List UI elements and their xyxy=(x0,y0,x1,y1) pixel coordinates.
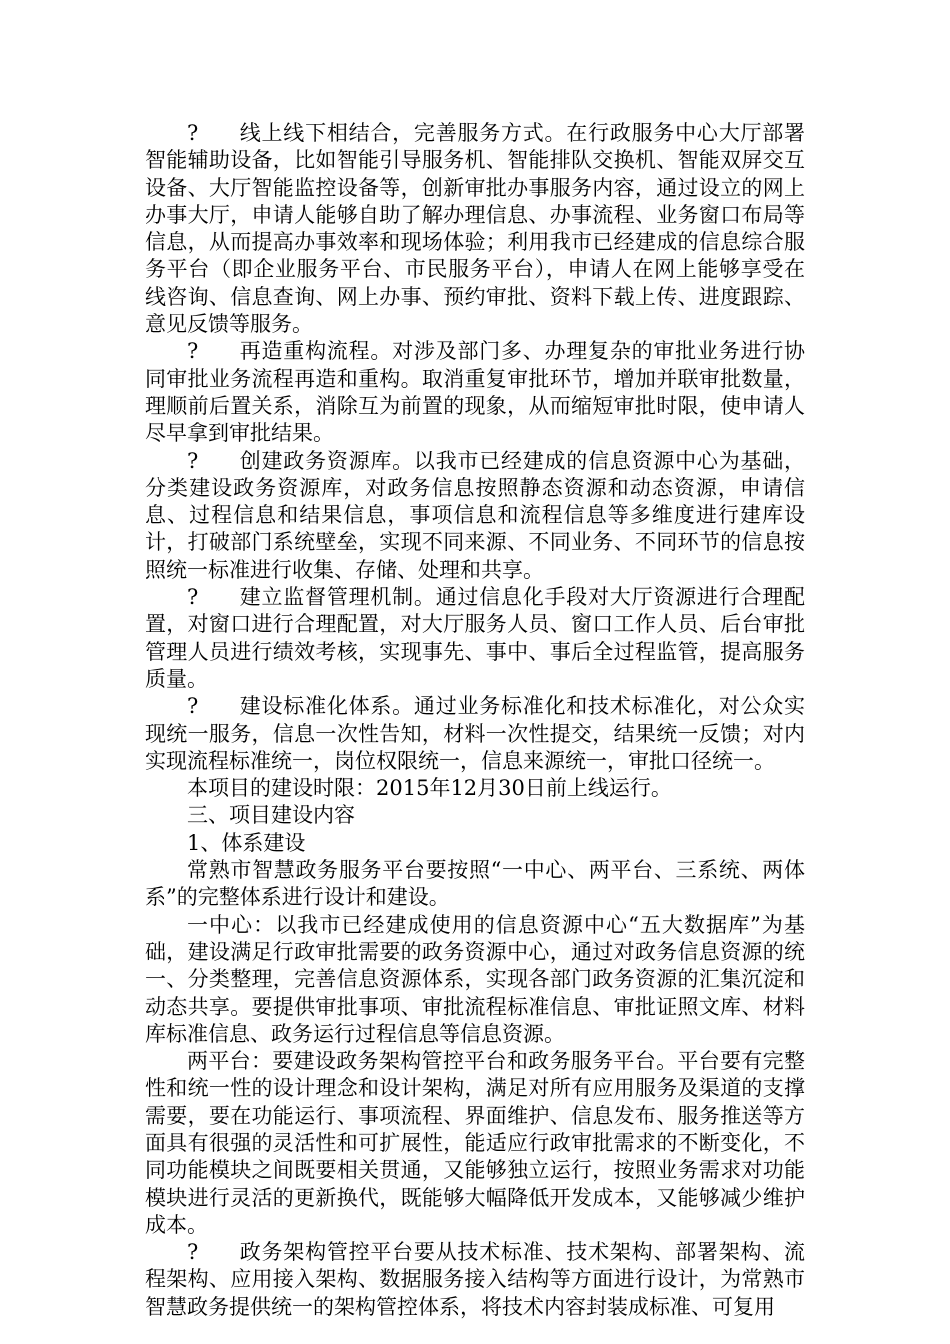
paragraph-text: 建设标准化体系。通过业务标准化和技术标准化，对公众实现统一服务，信息一次性告知，材料一次性提交，结果统一反馈；对内实现流程标准统一，岗位权限统一，信息来源统一，审批口径统一。 xyxy=(145,694,805,773)
paragraph xyxy=(145,448,805,584)
paragraph-text: 两平台：要建设政务架构管控平台和政务服务平台。平台要有完整性和统一性的设计理念和设计架构，满足对所有应用服务及渠道的支撑需要，要在功能运行、事项流程、界面维护、信息发布、服务推送等方面具有很强的灵活性和可扩展性，能适应行政审批需求的不断变化，不同功能模块之间既要相关贯通，又能够独立运行，按照业务需求对功能模块进行灵活的更新换代，既能够大幅降低开发成本，又能够减少维护成本。 xyxy=(145,1049,805,1237)
bullet-marker: ? xyxy=(187,694,199,719)
paragraph-text: 常熟市智慧政务服务平台要按照“一中心、两平台、三系统、两体系”的完整体系进行设计和建设。 xyxy=(145,858,805,910)
bullet-marker: ? xyxy=(187,339,199,364)
paragraph-text: 一中心：以我市已经建成使用的信息资源中心“五大数据库”为基础，建设满足行政审批需要的政务资源中心，通过对政务信息资源的统一、分类整理，完善信息资源体系，实现各部门政务资源的汇集沉淀和动态共享。要提供审批事项、审批流程标准信息、审批证照文库、材料库标准信息、政务运行过程信息等信息资源。 xyxy=(145,912,805,1046)
bullet-marker: ? xyxy=(187,585,199,610)
paragraph xyxy=(145,1048,805,1239)
paragraph xyxy=(145,1239,805,1321)
heading-text: 1、体系建设 xyxy=(187,830,306,855)
paragraph xyxy=(145,775,805,802)
paragraph xyxy=(145,693,805,775)
document-body xyxy=(145,120,805,1321)
paragraph-text: 本项目的建设时限：2015年12月30日前上线运行。 xyxy=(187,776,672,801)
paragraph-text: 线上线下相结合，完善服务方式。在行政服务中心大厅部署智能辅助设备，比如智能引导服务机、智能排队交换机、智能双屏交互设备、大厅智能监控设备等，创新审批办事服务内容，通过设立的网上办事大厅，申请人能够自助了解办理信息、办事流程、业务窗口布局等信息，从而提高办事效率和现场体验；利用我市已经建成的信息综合服务平台（即企业服务平台、市民服务平台），申请人在网上能够享受在线咨询、信息查询、网上办事、预约审批、资料下载上传、进度跟踪、意见反馈等服务。 xyxy=(145,121,805,337)
heading-text: 三、项目建设内容 xyxy=(187,803,355,828)
paragraph xyxy=(145,857,805,912)
bullet-marker: ? xyxy=(187,1240,199,1265)
paragraph xyxy=(145,584,805,693)
paragraph-text: 政务架构管控平台要从技术标准、技术架构、部署架构、流程架构、应用接入架构、数据服务接入结构等方面进行设计，为常熟市智慧政务提供统一的架构管控体系，将技术内容封装成标准、可复用 xyxy=(145,1240,805,1319)
section-heading xyxy=(145,802,805,829)
paragraph-text: 再造重构流程。对涉及部门多、办理复杂的审批业务进行协同审批业务流程再造和重构。取消重复审批环节，增加并联审批数量，理顺前后置关系，消除互为前置的现象，从而缩短审批时限，使申请人尽早拿到审批结果。 xyxy=(145,339,805,446)
paragraph xyxy=(145,120,805,338)
paragraph-text: 创建政务资源库。以我市已经建成的信息资源中心为基础，分类建设政务资源库，对政务信息按照静态资源和动态资源，申请信息、过程信息和结果信息，事项信息和流程信息等多维度进行建库设计，打破部门系统壁垒，实现不同来源、不同业务、不同环节的信息按照统一标准进行收集、存储、处理和共享。 xyxy=(145,448,805,582)
bullet-marker: ? xyxy=(187,448,199,473)
subsection-heading xyxy=(145,830,805,857)
bullet-marker: ? xyxy=(187,121,199,145)
paragraph xyxy=(145,338,805,447)
paragraph-text: 建立监督管理机制。通过信息化手段对大厅资源进行合理配置，对窗口进行合理配置，对大厅服务人员、窗口工作人员、后台审批管理人员进行绩效考核，实现事先、事中、事后全过程监管，提高服务质量。 xyxy=(145,585,805,691)
paragraph xyxy=(145,912,805,1048)
